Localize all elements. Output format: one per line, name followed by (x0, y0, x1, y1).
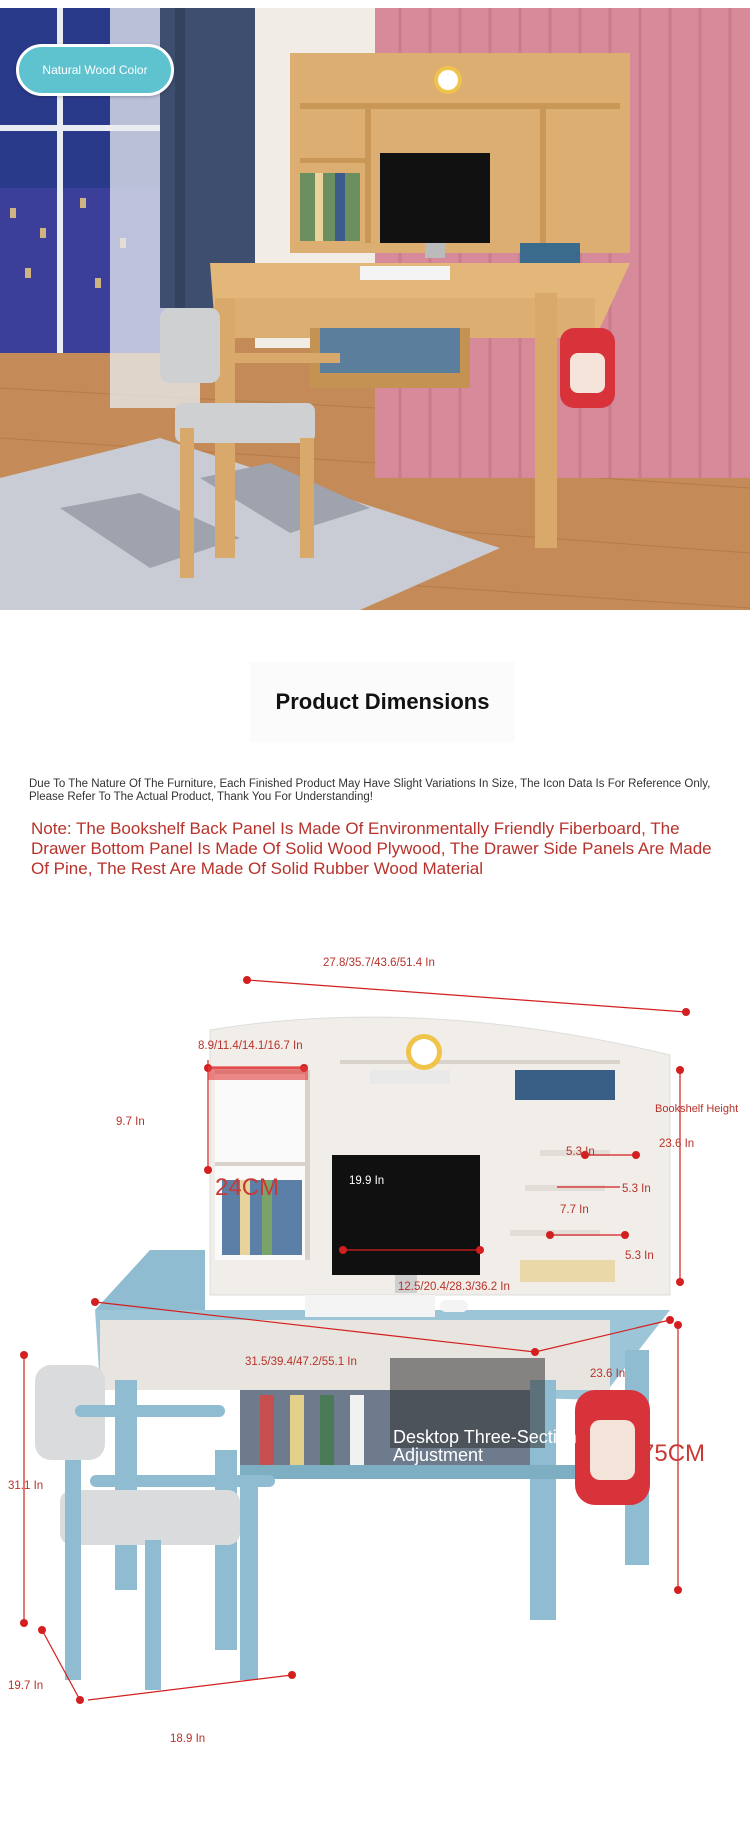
dim-inner-width: 12.5/20.4/28.3/36.2 In (398, 1281, 510, 1293)
section-title: Product Dimensions (275, 689, 490, 714)
section-heading-box (250, 662, 515, 742)
dim-bookshelf-height-label: Bookshelf Height (655, 1103, 739, 1115)
dim-shelf-side-height: 9.7 In (116, 1116, 145, 1128)
dim-desk-height-cm: 75CM (641, 1440, 706, 1467)
dim-desk-width: 31.5/39.4/47.2/55.1 In (245, 1356, 357, 1368)
desktop-adjust-values: 29.5/27.6/25.6 In (393, 1476, 521, 1495)
product-photo (0, 8, 750, 610)
dim-top-width: 27.8/35.7/43.6/51.4 In (323, 957, 435, 969)
material-note: Note: The Bookshelf Back Panel Is Made Of Environmentally Friendly Fiberboard, The Drawer Bottom Panel Is Made Of Solid Wood Plywood, The Drawer Side Panels Are Made Of Pine, The Rest Are Made Of Solid Rubber Wood Material (31, 819, 712, 878)
dimension-diagram (0, 940, 750, 1817)
dim-chair-height: 31.1 In (8, 1480, 44, 1492)
disclaimer-text: Due To The Nature Of The Furniture, Each Finished Product May Have Slight Variations In Size, The Icon Data Is For Reference Only, Please Refer To The Actual Product, Thank You For Understanding! (29, 778, 711, 803)
dim-small-shelf-c: 7.7 In (560, 1204, 589, 1216)
badge-label: Natural Wood Color (42, 63, 148, 77)
dim-chair-depth: 19.7 In (8, 1680, 44, 1692)
dim-small-shelf-a: 5.3 In (566, 1146, 595, 1158)
dim-desk-depth: 23.6 In (590, 1368, 626, 1380)
dim-chair-width: 18.9 In (170, 1733, 206, 1745)
dim-shelf-width: 8.9/11.4/14.1/16.7 In (198, 1040, 303, 1052)
dim-cubby-cm: 24CM (215, 1174, 280, 1201)
color-option-badge[interactable] (16, 44, 174, 96)
dim-small-shelf-d: 5.3 In (625, 1250, 654, 1262)
dim-bookshelf-height: 23.6 In (659, 1138, 695, 1150)
desktop-adjust-title: Desktop Three-Section Adjustment (393, 1427, 577, 1465)
dim-monitor-height: 19.9 In (349, 1175, 385, 1187)
dim-small-shelf-b: 5.3 In (622, 1183, 651, 1195)
